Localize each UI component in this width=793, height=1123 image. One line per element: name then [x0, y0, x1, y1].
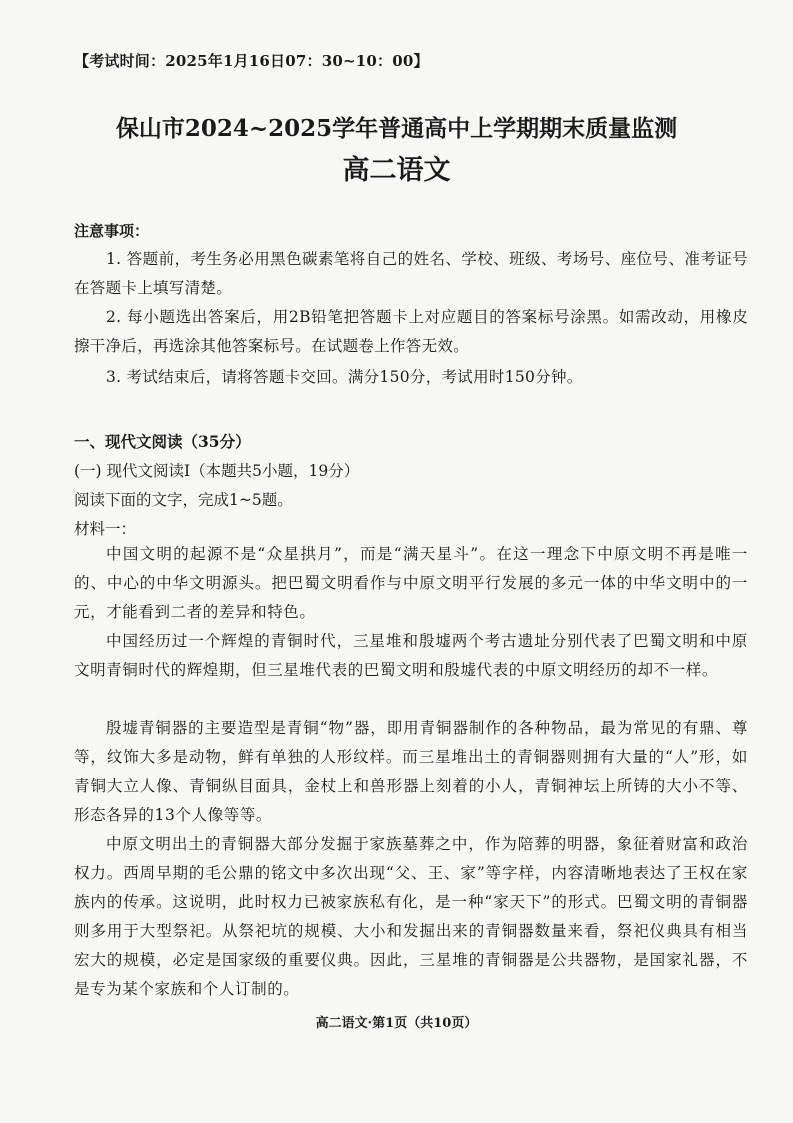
material-paragraph-4: 中原文明出土的青铜器大部分发掘于家族墓葬之中，作为陪葬的明器，象征着财富和政治权力。西周早期的毛公鼎的铭文中多次出现“父、王、家”等字样，内容清晰地表达了王权在家族内的传承。这说明，此时权力已被家族私有化，是一种“家天下”的形式。巴蜀文明的青铜器则多用于大型祭祀。从祭祀坑的规模、大小和发掘出来的青铜器数量来看，祭祀仪典具有相当宏大的规模，必定是国家级的重要仪典。因此，三星堆的青铜器是公共器物，是国家礼器，不是专为某个家族和个人订制的。 [74, 835, 748, 998]
page-footer: 高二语文·第1页（共10页） [315, 1016, 478, 1031]
note-item-1: 1. 答题前，考生务必用黑色碳素笔将自己的姓名、学校、班级、考场号、座位号、准考证号在答题卡上填写清楚。 [74, 250, 748, 297]
exam-subject: 高二语文 [342, 155, 451, 186]
material-paragraph-1: 中国文明的起源不是“众星拱月”，而是“满天星斗”。在这一理念下中原文明不再是唯一的、中心的中华文明源头。把巴蜀文明看作与中原文明平行发展的多元一体的中华文明中的一元，才能看到二者的差异和特色。 [74, 545, 748, 621]
section-subheading: (一) 现代文阅读Ⅰ（本题共5小题，19分） [74, 462, 360, 480]
material-label: 材料一： [74, 520, 137, 538]
exam-title: 保山市2024~2025学年普通高中上学期期末质量监测 [115, 115, 678, 142]
section-heading: 一、现代文阅读（35分） [74, 432, 251, 451]
material-paragraph-2: 中国经历过一个辉煌的青铜时代，三星堆和殷墟两个考古遗址分别代表了巴蜀文明和中原文明青铜时代的辉煌期，但三星堆代表的巴蜀文明和殷墟代表的中原文明经历的却不一样。 [74, 632, 748, 679]
material-paragraph-3: 殷墟青铜器的主要造型是青铜“物”器，即用青铜器制作的各种物品，最为常见的有鼎、尊等，纹饰大多是动物，鲜有单独的人形纹样。而三星堆出土的青铜器则拥有大量的“人”形，如青铜大立人像、青铜纵目面具，金杖上和兽形器上刻着的小人，青铜神坛上所铸的大小不等、形态各异的13个人像等等。 [74, 719, 748, 824]
exam-time: 【考试时间：2025年1月16日07：30~10：00】 [74, 52, 429, 70]
reading-instruction: 阅读下面的文字，完成1~5题。 [74, 491, 293, 509]
note-item-3: 3. 考试结束后，请将答题卡交回。满分150分，考试用时150分钟。 [106, 368, 583, 386]
note-item-2: 2. 每小题选出答案后，用2B铅笔把答题卡上对应题目的答案标号涂黑。如需改动，用橡皮擦干净后，再选涂其他答案标号。在试题卷上作答无效。 [74, 308, 748, 355]
notes-heading: 注意事项： [74, 222, 150, 240]
